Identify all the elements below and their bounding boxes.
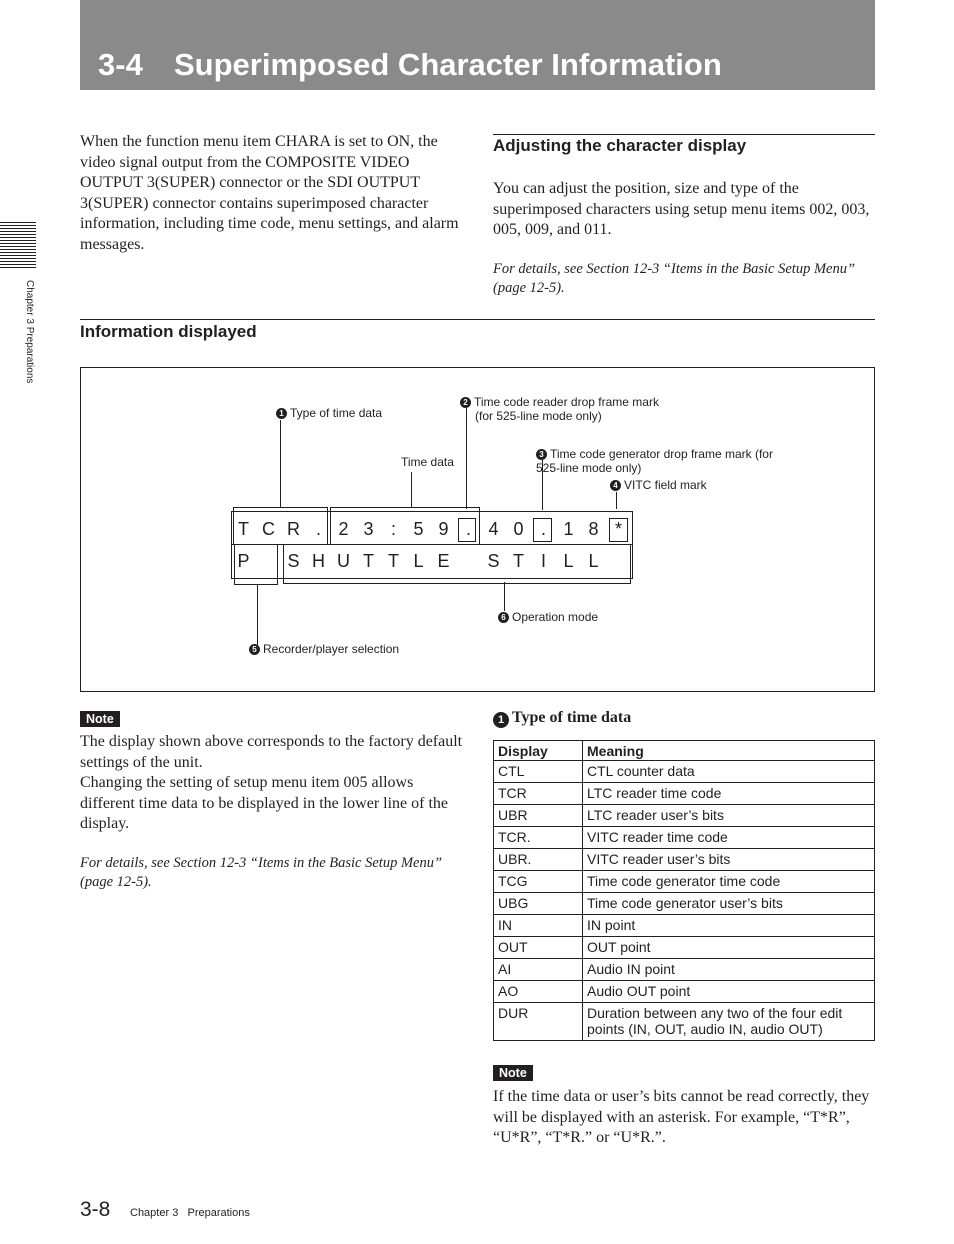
- cell-meaning: VITC reader user’s bits: [583, 849, 875, 871]
- cell-display: IN: [494, 915, 583, 937]
- table-row: [494, 959, 875, 981]
- label-text: (for 525-line mode only): [475, 409, 602, 423]
- chapter-tab-marker: [0, 222, 36, 269]
- cell-meaning: IN point: [583, 915, 875, 937]
- display-char: L: [563, 551, 574, 571]
- leader-line-5: [257, 585, 258, 648]
- page-title: [98, 47, 722, 83]
- table-row: [494, 761, 875, 783]
- info-heading: Information displayed: [80, 322, 257, 341]
- section-rule-info: [80, 319, 875, 320]
- leader-line-6: [504, 582, 505, 611]
- display-char: S: [487, 551, 500, 571]
- cell-display: OUT: [494, 937, 583, 959]
- cell-meaning: Duration between any two of the four edit points (IN, OUT, audio IN, audio OUT): [583, 1003, 875, 1041]
- note-badge: Note: [80, 711, 120, 727]
- display-char: C: [262, 519, 275, 539]
- callout-4-icon: 4: [610, 480, 621, 491]
- display-char: R: [287, 519, 300, 539]
- cell-meaning: OUT point: [583, 937, 875, 959]
- column-header-display: Display: [494, 741, 583, 761]
- footer-chapter: Chapter 3 Preparations: [130, 1207, 250, 1219]
- leader-line-3: [542, 460, 543, 510]
- note-1-reference: For details, see Section 12-3 “Items in the Basic Setup Menu” (page 12-5).: [80, 855, 443, 890]
- note-2-paragraph: If the time data or user’s bits cannot be read correctly, they will be displayed with an asterisk. For example, “T*R”, “U*R”, “T*R.” or “U*R.”.: [493, 1088, 870, 1146]
- display-char: 9: [438, 519, 449, 539]
- table-row: [494, 981, 875, 1003]
- label-text: Type of time data: [290, 406, 383, 420]
- callout-2-icon: 2: [460, 397, 471, 408]
- display-char: P: [237, 551, 250, 571]
- note-1-paragraph-2: Changing the setting of setup menu item 005 allows different time data to be displayed in the lower line of the display.: [80, 774, 449, 832]
- cell-display: TCG: [494, 871, 583, 893]
- display-char: 3: [363, 519, 374, 539]
- leader-line-4: [616, 492, 617, 509]
- table-row: [494, 937, 875, 959]
- display-char: S: [287, 551, 300, 571]
- table-header-row: [494, 741, 875, 761]
- label-text: VITC field mark: [624, 478, 707, 492]
- callout-5-icon: 5: [249, 644, 260, 655]
- cell-meaning: LTC reader time code: [583, 783, 875, 805]
- display-char: T: [238, 519, 249, 539]
- label-recorder-player: [249, 642, 399, 656]
- cell-meaning: LTC reader user’s bits: [583, 805, 875, 827]
- cell-meaning: CTL counter data: [583, 761, 875, 783]
- callout-3-icon: 3: [536, 449, 547, 460]
- table-row: [494, 893, 875, 915]
- display-char: H: [312, 551, 325, 571]
- display-char: I: [540, 551, 546, 571]
- intro-paragraph: When the function menu item CHARA is set to ON, the video signal output from the COMPOSITE VIDEO OUTPUT 3(SUPER) connector or the SDI OUTPUT 3(SUPER) connector contains superimposed character information, including time code, menu settings, and alarm messages.: [80, 133, 459, 253]
- note-1: [80, 710, 120, 728]
- type-of-time-data-heading: [493, 709, 631, 728]
- note-1-paragraph-1: The display shown above corresponds to the factory default settings of the unit.: [80, 733, 463, 771]
- display-char: 1: [563, 519, 574, 539]
- display-char: E: [437, 551, 450, 571]
- table-row: [494, 849, 875, 871]
- display-char: T: [513, 551, 524, 571]
- cell-display: UBG: [494, 893, 583, 915]
- adjusting-reference: For details, see Section 12-3 “Items in the Basic Setup Menu” (page 12-5).: [493, 261, 856, 296]
- label-text: Time code reader drop frame mark: [474, 395, 659, 409]
- cell-display: AO: [494, 981, 583, 1003]
- section-title: Superimposed Character Information: [174, 47, 722, 82]
- display-char: 2: [338, 519, 349, 539]
- adjusting-heading: Adjusting the character display: [493, 136, 747, 155]
- display-char: U: [337, 551, 350, 571]
- cell-meaning: Time code generator time code: [583, 871, 875, 893]
- cell-display: AI: [494, 959, 583, 981]
- label-type-of-time-data: [276, 406, 382, 420]
- label-text: Time code generator drop frame mark (for: [550, 447, 773, 461]
- display-char: *: [614, 519, 622, 539]
- time-data-table: [493, 740, 875, 1041]
- cell-display: TCR: [494, 783, 583, 805]
- table-row: [494, 871, 875, 893]
- cell-meaning: Audio IN point: [583, 959, 875, 981]
- cell-meaning: Audio OUT point: [583, 981, 875, 1003]
- section-number: 3-4: [98, 47, 143, 82]
- label-text: Operation mode: [512, 610, 599, 624]
- display-char: L: [588, 551, 599, 571]
- note-2: [493, 1064, 533, 1082]
- label-text: Recorder/player selection: [263, 642, 400, 656]
- cell-display: DUR: [494, 1003, 583, 1041]
- display-char: 5: [413, 519, 424, 539]
- page-number: 3-8: [80, 1198, 111, 1221]
- display-char: T: [388, 551, 399, 571]
- character-display-figure: [80, 367, 875, 692]
- label-reader-drop-frame: [460, 395, 659, 423]
- display-char: 8: [588, 519, 599, 539]
- display-char: .: [315, 519, 321, 539]
- cell-display: UBR: [494, 805, 583, 827]
- display-char: 4: [488, 519, 499, 539]
- section-rule-adjusting: [493, 134, 875, 135]
- cell-display: CTL: [494, 761, 583, 783]
- leader-line-time-data: [411, 472, 412, 508]
- cell-meaning: VITC reader time code: [583, 827, 875, 849]
- label-operation-mode: [498, 610, 598, 624]
- display-char: L: [413, 551, 424, 571]
- adjusting-paragraph: You can adjust the position, size and type of the superimposed characters using setup menu items 002, 003, 005, 009, and 011.: [493, 180, 870, 238]
- section-header: [80, 0, 875, 90]
- leader-line-1: [280, 420, 281, 508]
- cell-display: TCR.: [494, 827, 583, 849]
- callout-1-icon: 1: [493, 712, 509, 728]
- display-char: 0: [513, 519, 524, 539]
- display-char: T: [363, 551, 374, 571]
- leader-line-2: [466, 408, 467, 509]
- callout-6-icon: 6: [498, 612, 509, 623]
- label-time-data: Time data: [401, 455, 454, 469]
- display-char: .: [540, 519, 546, 539]
- column-header-meaning: Meaning: [583, 741, 875, 761]
- cell-display: UBR.: [494, 849, 583, 871]
- display-char: .: [465, 519, 471, 539]
- label-text: 525-line mode only): [536, 461, 642, 475]
- chapter-side-label: Chapter 3 Preparations: [24, 280, 35, 384]
- callout-1-icon: 1: [276, 408, 287, 419]
- table-row: [494, 783, 875, 805]
- table-row: [494, 915, 875, 937]
- table-row: [494, 827, 875, 849]
- cell-meaning: Time code generator user’s bits: [583, 893, 875, 915]
- table-row: [494, 805, 875, 827]
- label-vitc-field-mark: [610, 478, 707, 492]
- display-char: :: [390, 519, 396, 539]
- table-row: [494, 1003, 875, 1041]
- heading-text: Type of time data: [512, 709, 632, 726]
- label-generator-drop-frame: [536, 447, 773, 475]
- note-badge: Note: [493, 1065, 533, 1081]
